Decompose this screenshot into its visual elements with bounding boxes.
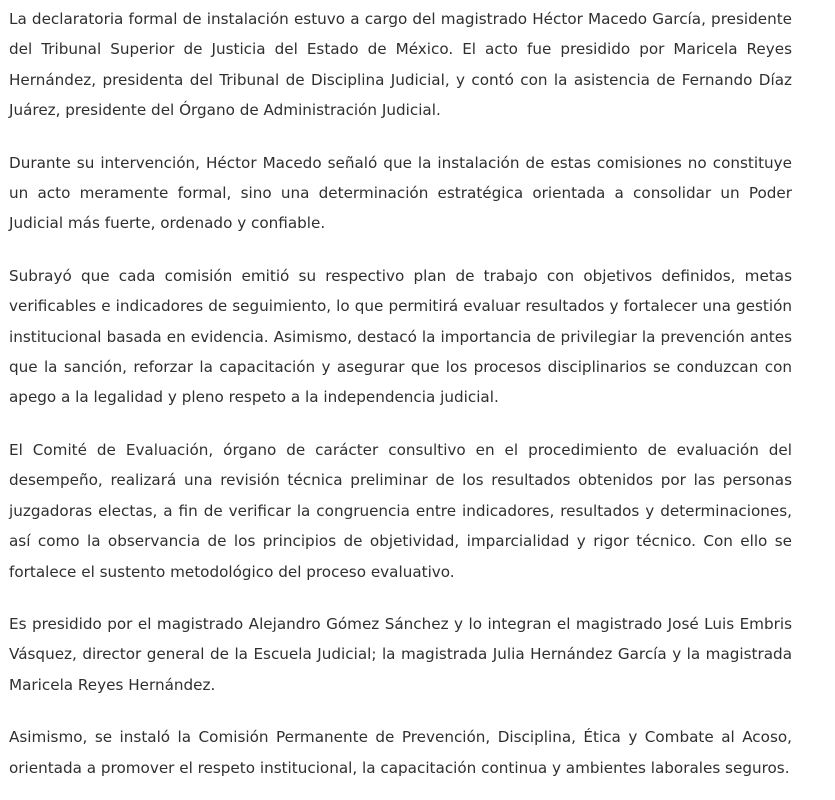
paragraph-declaratoria: La declaratoria formal de instalación estuvo a cargo del magistrado Héctor Macedo García, presidente del Tribunal Superior de Justicia del Estado de México. El acto fue presidido por Maricela Reyes Hernández, presidenta del Tribunal de Disciplina Judicial, y contó con la asistencia de Fernando Díaz Juárez, presidente del Órgano de Administración Judicial.: [9, 10, 792, 120]
paragraph-comite-evaluacion: El Comité de Evaluación, órgano de carácter consultivo en el procedimiento de evaluación del desempeño, realizará una revisión técnica preliminar de los resultados obtenidos por las personas juzgadoras electas, a fin de verificar la congruencia entre indicadores, resultados y determinaciones, así como la observancia de los principios de objetividad, imparcialidad y rigor técnico. Con ello se fortalece el sustento metodológico del proceso evaluativo.: [9, 440, 792, 581]
paragraph-plan-de-trabajo: Subrayó que cada comisión emitió su respectivo plan de trabajo con objetivos definidos, metas verificables e indicadores de seguimiento, lo que permitirá evaluar resultados y fortalecer una gestión institucional basada en evidencia. Asimismo, destacó la importancia de privilegiar la prevención antes que la sanción, reforzar la capacitación y asegurar que los procesos disciplinarios se conduzcan con apego a la legalidad y pleno respeto a la independencia judicial.: [9, 266, 792, 407]
paragraph-integrantes: Es presidido por el magistrado Alejandro Gómez Sánchez y lo integran el magistrado José Luis Embris Vásquez, director general de la Escuela Judicial; la magistrada Julia Hernández García y la magistrada Maricela Reyes Hernández.: [9, 614, 792, 694]
paragraph-comision-permanente: Asimismo, se instaló la Comisión Permanente de Prevención, Disciplina, Ética y Combate al Acoso, orientada a promover el respeto institucional, la capacitación continua y ambientes laborales seguros.: [9, 728, 792, 777]
paragraph-intervencion: Durante su intervención, Héctor Macedo señaló que la instalación de estas comisiones no constituye un acto meramente formal, sino una determinación estratégica orientada a consolidar un Poder Judicial más fuerte, ordenado y confiable.: [9, 153, 792, 233]
